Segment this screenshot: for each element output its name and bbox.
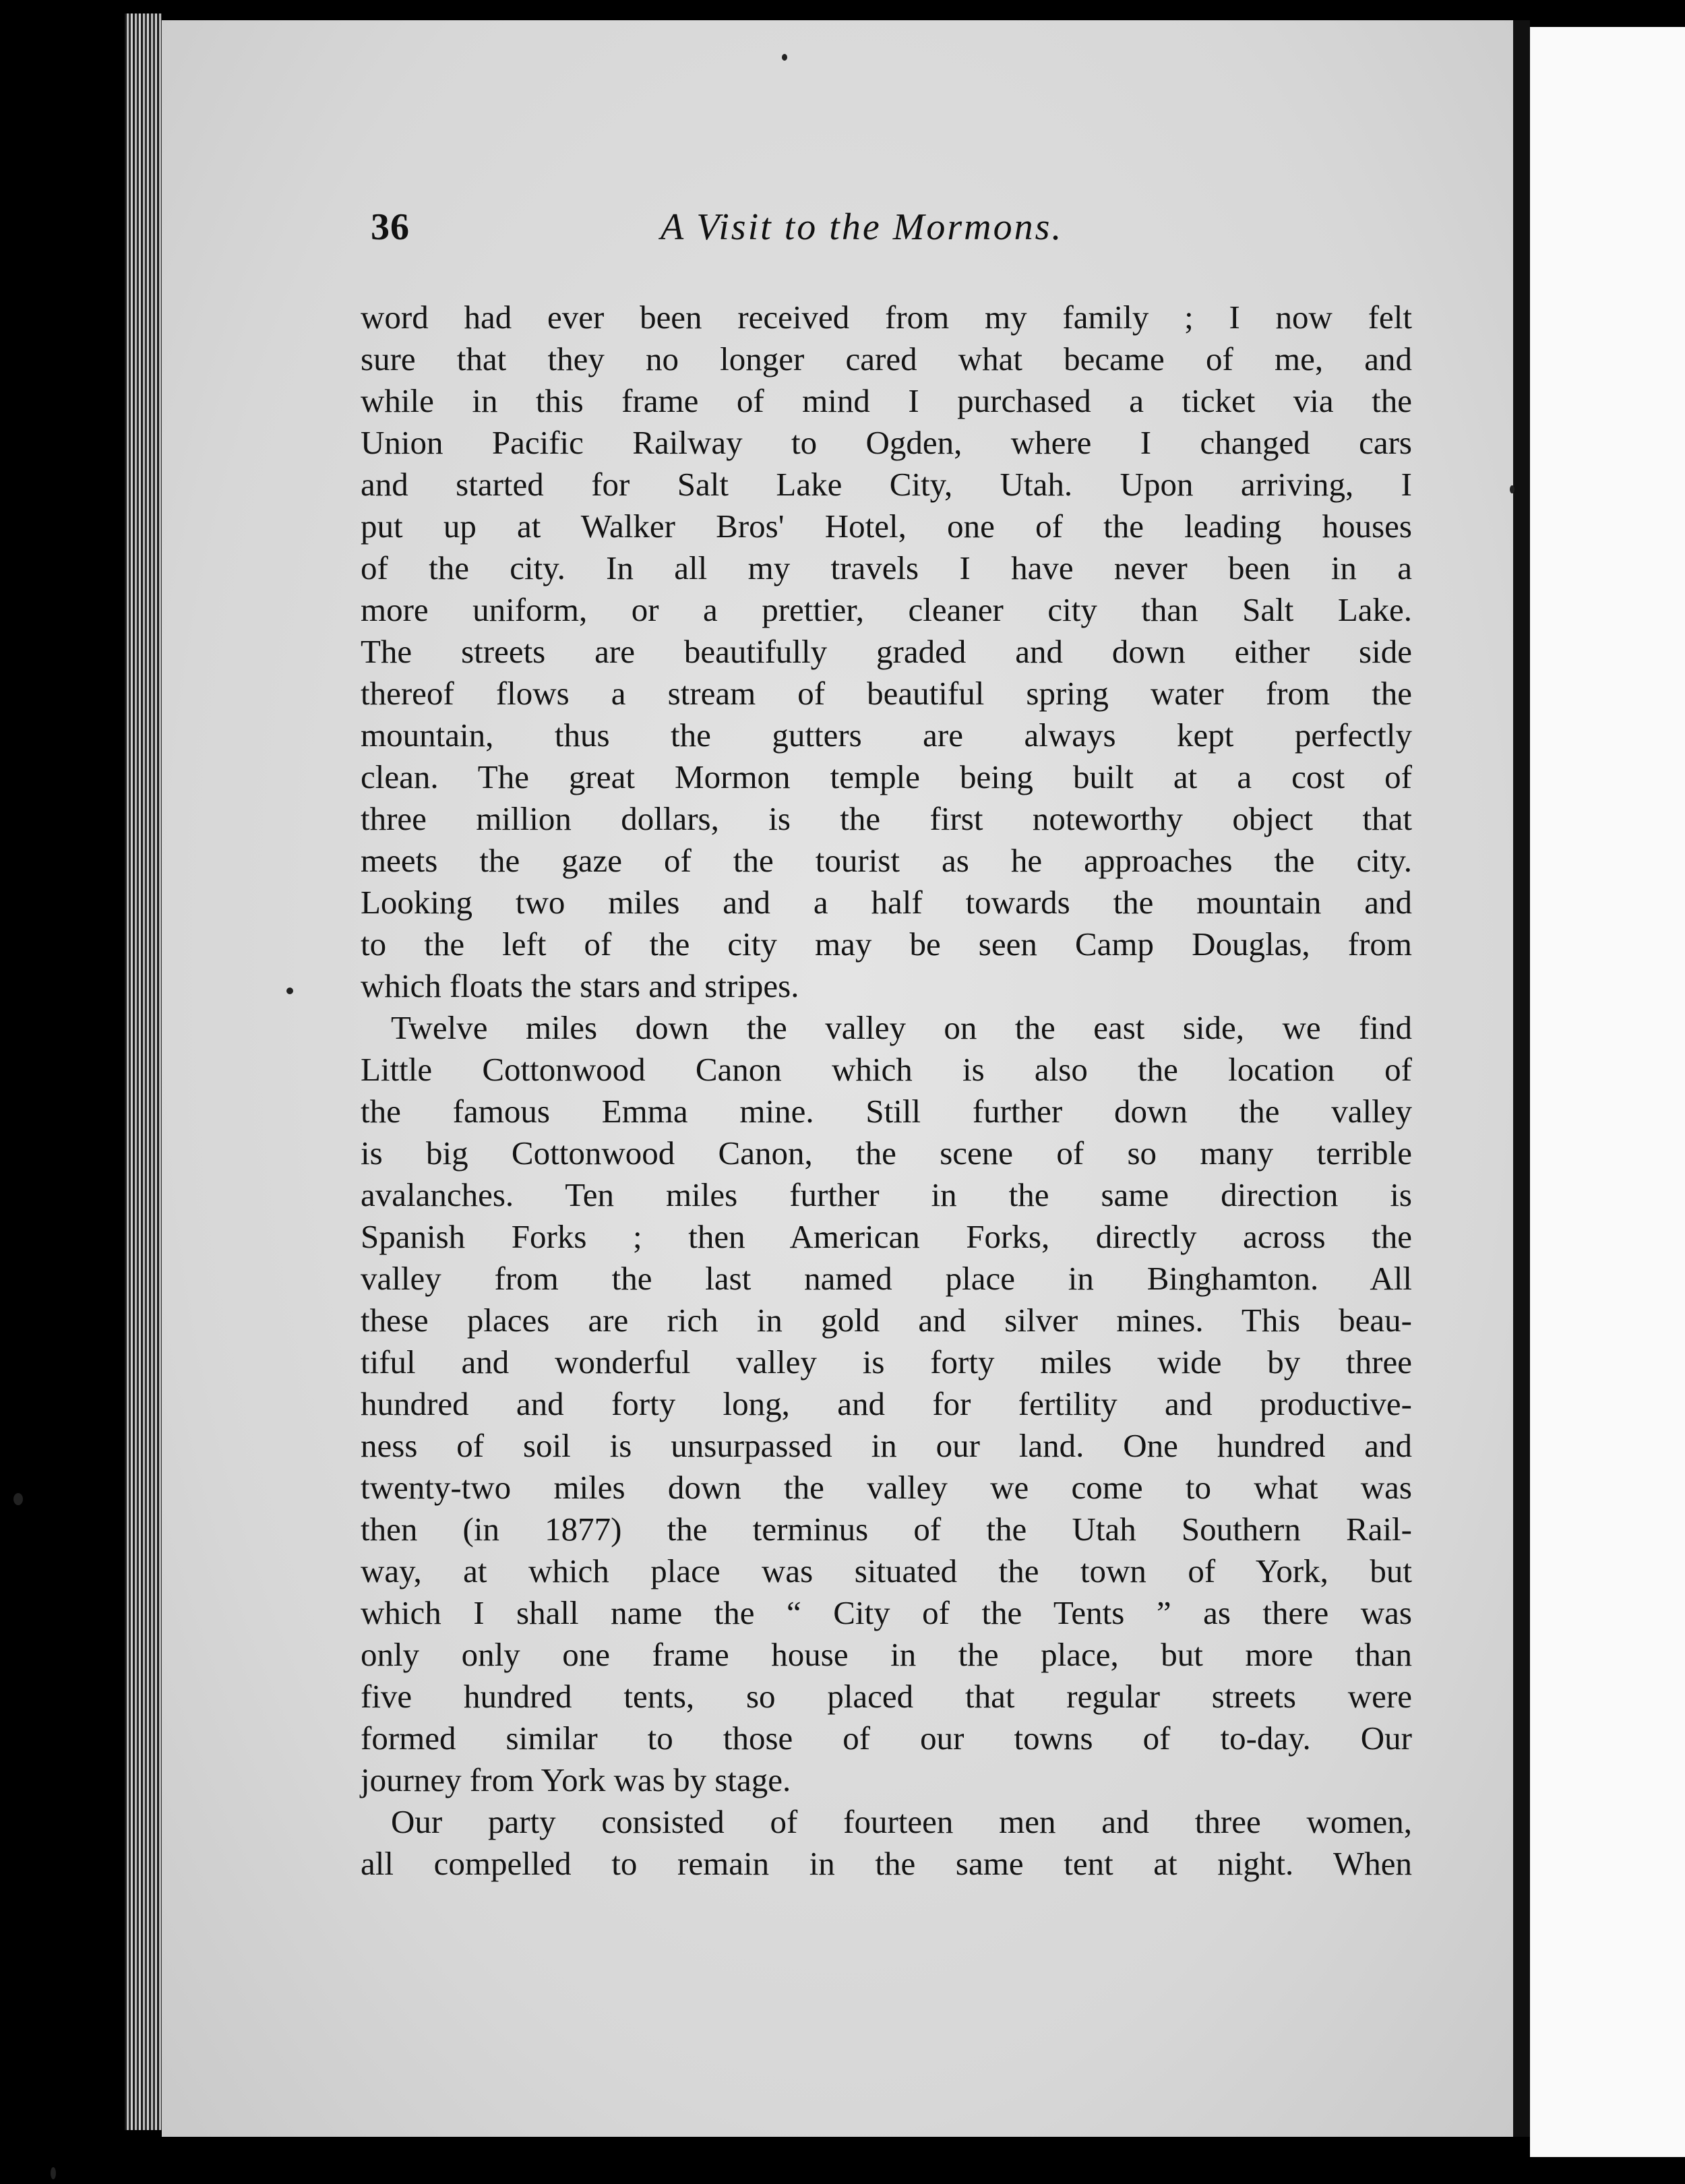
running-title: A Visit to the Mormons. — [661, 206, 1064, 248]
text-line: which I shall name the “ City of the Tents ” as there was — [361, 1594, 1412, 1631]
text-line: while in this frame of mind I purchased a ticket via the — [361, 382, 1412, 419]
text-line: more uniform, or a prettier, cleaner city than Salt Lake. — [361, 591, 1412, 628]
text-line: valley from the last named place in Binghamton. All — [361, 1260, 1412, 1297]
text-line: three million dollars, is the first noteworthy object that — [361, 800, 1412, 837]
text-line: Spanish Forks ; then American Forks, directly across the — [361, 1218, 1412, 1255]
text-line: only only one frame house in the place, but more than — [361, 1636, 1412, 1673]
text-line: hundred and forty long, and for fertility and productive- — [361, 1385, 1412, 1422]
text-line: Little Cottonwood Canon which is also the location of — [361, 1051, 1412, 1088]
text-line: thereof flows a stream of beautiful spring water from the — [361, 675, 1412, 712]
text-line: of the city. In all my travels I have never been in a — [361, 549, 1412, 586]
book-page-edges — [125, 13, 162, 2130]
text-line: put up at Walker Bros' Hotel, one of the leading houses — [361, 508, 1412, 545]
text-line: The streets are beautifully graded and down either side — [361, 633, 1412, 670]
running-head — [371, 206, 1516, 266]
text-line: Union Pacific Railway to Ogden, where I changed cars — [361, 424, 1412, 461]
text-line: twenty-two miles down the valley we come to what was — [361, 1469, 1412, 1506]
text-line: sure that they no longer cared what became of me, and — [361, 340, 1412, 377]
page-gutter-shadow — [1513, 20, 1530, 2137]
text-line: five hundred tents, so placed that regular streets were — [361, 1678, 1412, 1715]
text-line: journey from York was by stage. — [361, 1761, 791, 1798]
text-line: meets the gaze of the tourist as he approaches the city. — [361, 842, 1412, 879]
scan-speck — [13, 1493, 23, 1505]
text-line: formed similar to those of our towns of to-day. Our — [361, 1720, 1412, 1757]
scan-speck — [1510, 485, 1514, 493]
text-line: word had ever been received from my family ; I now felt — [361, 299, 1412, 336]
text-line: way, at which place was situated the town of York, but — [361, 1552, 1412, 1589]
text-line: clean. The great Mormon temple being built at a cost of — [361, 758, 1412, 795]
text-line: and started for Salt Lake City, Utah. Upon arriving, I — [361, 466, 1412, 503]
page-number: 36 — [371, 206, 410, 248]
text-line: the famous Emma mine. Still further down the valley — [361, 1093, 1412, 1130]
text-line: avalanches. Ten miles further in the same direction is — [361, 1176, 1412, 1213]
text-line: all compelled to remain in the same tent at night. When — [361, 1845, 1412, 1882]
text-line: is big Cottonwood Canon, the scene of so many terrible — [361, 1134, 1412, 1172]
text-line: Our party consisted of fourteen men and three women, — [391, 1803, 1412, 1840]
scan-speck — [51, 2167, 56, 2179]
text-line: Looking two miles and a half towards the mountain and — [361, 884, 1412, 921]
text-line: mountain, thus the gutters are always kept perfectly — [361, 717, 1412, 754]
scan-speck — [782, 54, 787, 61]
text-line: ness of soil is unsurpassed in our land. One hundred and — [361, 1427, 1412, 1464]
text-line: Twelve miles down the valley on the east side, we find — [391, 1009, 1412, 1046]
text-line: these places are rich in gold and silver mines. This beau- — [361, 1302, 1412, 1339]
text-line: to the left of the city may be seen Camp Douglas, from — [361, 926, 1412, 963]
text-line: then (in 1877) the terminus of the Utah Southern Rail- — [361, 1511, 1412, 1548]
facing-page-margin — [1530, 27, 1685, 2157]
text-line: tiful and wonderful valley is forty miles wide by three — [361, 1343, 1412, 1381]
text-line: which floats the stars and stripes. — [361, 967, 799, 1004]
scan-speck — [286, 988, 293, 994]
body-text — [361, 297, 1412, 1885]
